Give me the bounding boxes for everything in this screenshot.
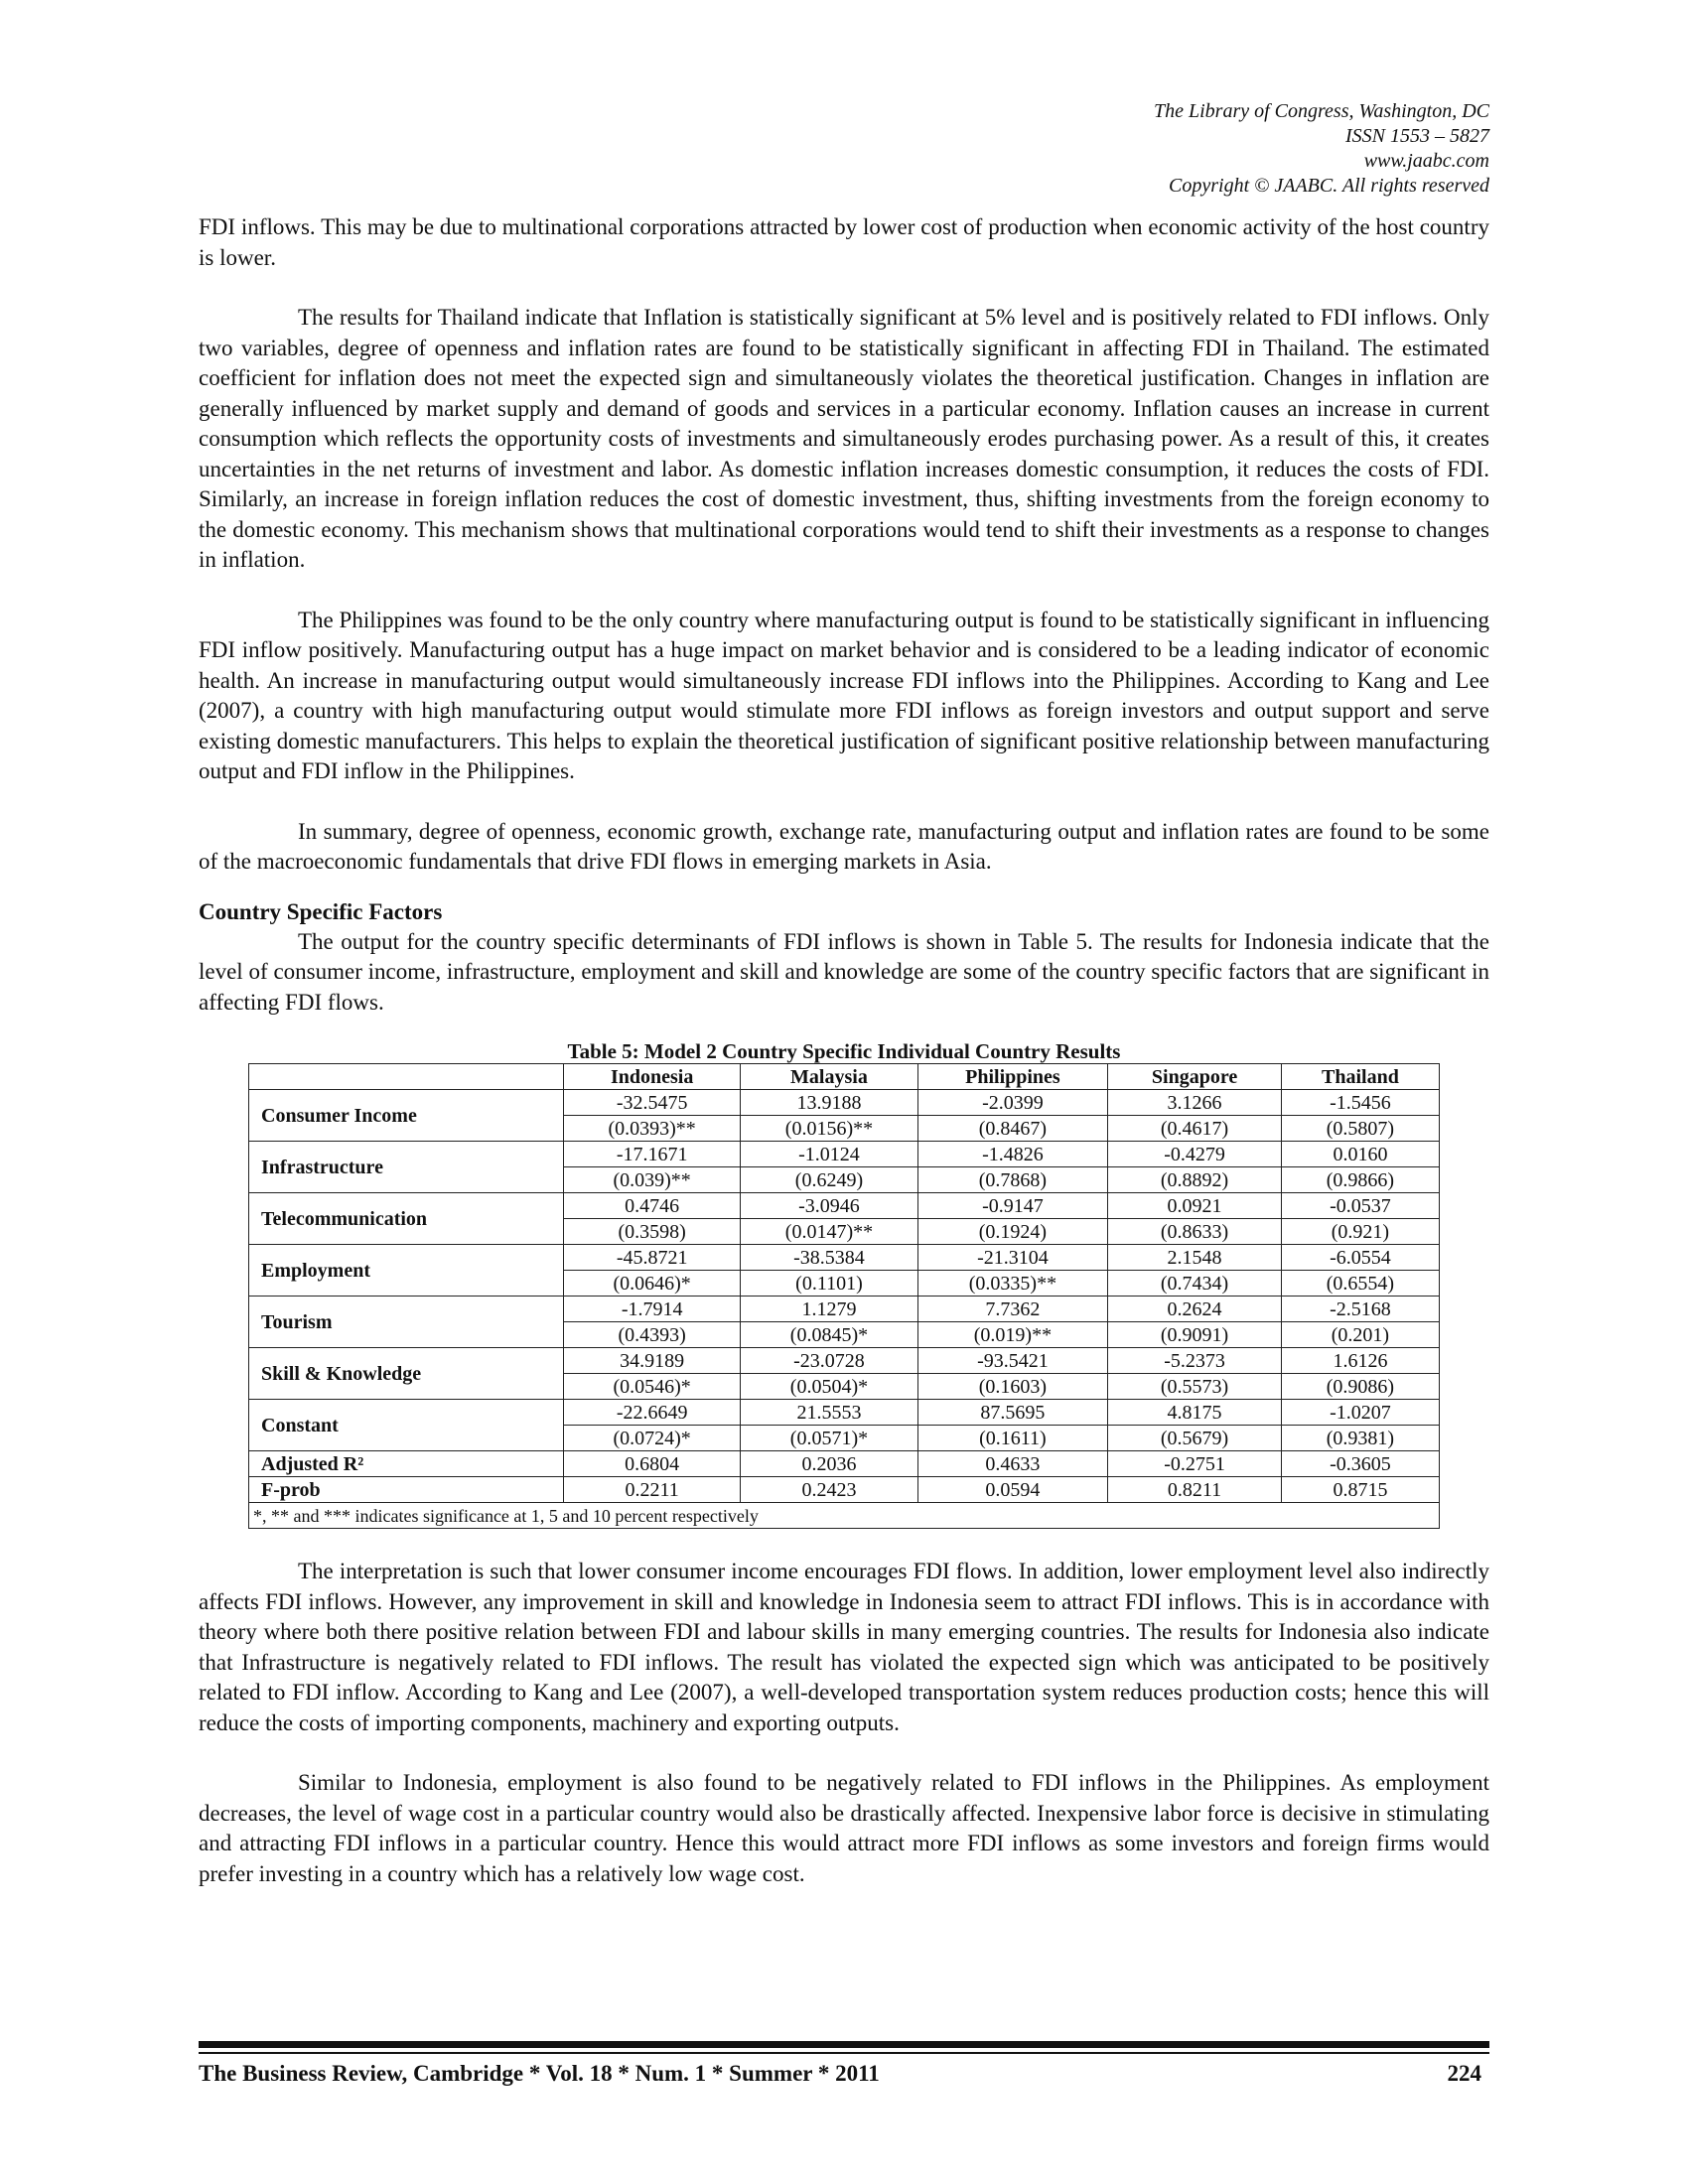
coefficient-cell: -32.5475 — [564, 1090, 741, 1116]
pvalue-cell: (0.0724)* — [564, 1426, 741, 1451]
pvalue-cell: (0.8633) — [1108, 1219, 1282, 1245]
coefficient-cell: -23.0728 — [741, 1348, 917, 1374]
stat-cell: -0.3605 — [1281, 1451, 1439, 1477]
coefficient-cell: 0.0921 — [1108, 1193, 1282, 1219]
paragraph-employment: Similar to Indonesia, employment is also found to be negatively related to FDI inflows in the Philippines. As employment decreases, the level of wage cost in a particular country would also be drastically affected. Inexpensive labor force is decisive in stimulating and attracting FDI inflows in a particular country. Hence this would attract more FDI inflows as some investors and foreign firms would prefer investing in a country which has a relatively low wage cost. — [199, 1770, 1489, 1886]
coefficient-cell: -17.1671 — [564, 1142, 741, 1167]
pvalue-cell: (0.6249) — [741, 1167, 917, 1193]
coefficient-cell: 7.7362 — [917, 1297, 1108, 1322]
page-footer — [199, 2061, 1489, 2087]
header-line-library: The Library of Congress, Washington, DC — [1153, 100, 1489, 122]
pvalue-cell: (0.7434) — [1108, 1271, 1282, 1297]
table-body — [249, 1090, 1440, 1529]
pvalue-cell: (0.1101) — [741, 1271, 917, 1297]
pvalue-cell: (0.9866) — [1281, 1167, 1439, 1193]
table-row-label: Adjusted R² — [249, 1451, 564, 1477]
coefficient-cell: 21.5553 — [741, 1400, 917, 1426]
page-number: 224 — [1447, 2061, 1481, 2086]
table-row-label: Employment — [249, 1245, 564, 1297]
table-row-label: Skill & Knowledge — [249, 1348, 564, 1400]
pvalue-cell: (0.4617) — [1108, 1116, 1282, 1142]
header-line-copyright: Copyright © JAABC. All rights reserved — [1169, 175, 1489, 197]
coefficient-cell: 13.9188 — [741, 1090, 917, 1116]
table-row-label: Consumer Income — [249, 1090, 564, 1142]
table-row-label: Constant — [249, 1400, 564, 1451]
pvalue-cell: (0.5679) — [1108, 1426, 1282, 1451]
coefficient-cell: 1.6126 — [1281, 1348, 1439, 1374]
pvalue-cell: (0.0646)* — [564, 1271, 741, 1297]
table-row — [249, 1090, 1440, 1116]
table-row — [249, 1297, 1440, 1322]
pvalue-cell: (0.3598) — [564, 1219, 741, 1245]
table-row-label: Telecommunication — [249, 1193, 564, 1245]
pvalue-cell: (0.921) — [1281, 1219, 1439, 1245]
coefficient-cell: -1.0124 — [741, 1142, 917, 1167]
pvalue-cell: (0.9091) — [1108, 1322, 1282, 1348]
pvalue-cell: (0.0571)* — [741, 1426, 917, 1451]
coefficient-cell: -45.8721 — [564, 1245, 741, 1271]
footer-journal: The Business Review, Cambridge * Vol. 18 * Num. 1 * Summer * 2011 — [199, 2061, 880, 2086]
coefficient-cell: -2.5168 — [1281, 1297, 1439, 1322]
paragraph-thailand: The results for Thailand indicate that Inflation is statistically significant at 5% level and is positively related to FDI inflows. Only two variables, degree of openness and inflation rates are found to be statistically significant in affecting FDI in Thailand. The estimated coefficient for inflation does not meet the expected sign and simultaneously violates the theoretical justification. Changes in inflation are generally influenced by market supply and demand of goods and services in a particular economy. Inflation causes an increase in current consumption which reflects the opportunity costs of investments and simultaneously erodes purchasing power. As a result of this, it creates uncertainties in the net returns of investment and labor. As domestic inflation increases domestic consumption, it reduces the costs of FDI. Similarly, an increase in foreign inflation reduces the cost of domestic investment, thus, shifting investments from the foreign economy to the domestic economy. This mechanism shows that multinational corporations would tend to shift their investments as a response to changes in inflation. — [199, 305, 1489, 572]
main-content — [199, 212, 1489, 1889]
pvalue-cell: (0.1924) — [917, 1219, 1108, 1245]
page-header — [1154, 99, 1489, 199]
coefficient-cell: -0.9147 — [917, 1193, 1108, 1219]
table-row-label: Tourism — [249, 1297, 564, 1348]
stat-cell: 0.0594 — [917, 1477, 1108, 1503]
table-note-row — [249, 1503, 1440, 1529]
coefficient-cell: 34.9189 — [564, 1348, 741, 1374]
table-row — [249, 1451, 1440, 1477]
table-header-cell: Thailand — [1281, 1064, 1439, 1090]
coefficient-cell: 3.1266 — [1108, 1090, 1282, 1116]
paragraph-summary: In summary, degree of openness, economic growth, exchange rate, manufacturing output and inflation rates are found to be some of the macroeconomic fundamentals that drive FDI flows in emerging markets in Asia. — [199, 818, 1489, 874]
coefficient-cell: -0.0537 — [1281, 1193, 1439, 1219]
pvalue-cell: (0.5573) — [1108, 1374, 1282, 1400]
paragraph-interpretation: The interpretation is such that lower consumer income encourages FDI flows. In addition, lower employment level also indirectly affects FDI inflows. However, any improvement in skill and knowledge in Indonesia seem to attract FDI inflows. This is in accordance with theory where both there positive relation between FDI and labour skills in many emerging countries. The results for Indonesia also indicate that Infrastructure is negatively related to FDI inflows. The result has violated the expected sign which was anticipated to be positively related to FDI inflow. According to Kang and Lee (2007), a well-developed transportation system reduces production costs; hence this will reduce the costs of importing components, machinery and exporting outputs. — [199, 1559, 1489, 1735]
paragraph-philippines: The Philippines was found to be the only country where manufacturing output is found to be statistically significant in influencing FDI inflow positively. Manufacturing output has a huge impact on market behavior and is considered to be a leading indicator of economic health. An increase in manufacturing output would simultaneously increase FDI inflows into the Philippines. According to Kang and Lee (2007), a country with high manufacturing output would stimulate more FDI inflows as foreign investors and output support and serve existing domestic manufacturers. This helps to explain the theoretical justification of significant positive relationship between manufacturing output and FDI inflow in the Philippines. — [199, 607, 1489, 783]
stat-cell: 0.2423 — [741, 1477, 917, 1503]
coefficient-cell: -1.5456 — [1281, 1090, 1439, 1116]
pvalue-cell: (0.8467) — [917, 1116, 1108, 1142]
footer-rule-thin — [199, 2052, 1489, 2054]
paragraph-fdi-continuation: FDI inflows. This may be due to multinational corporations attracted by lower cost of production when economic activity of the host country is lower. — [199, 214, 1489, 270]
footer-rule-thick — [199, 2041, 1489, 2048]
coefficient-cell: -5.2373 — [1108, 1348, 1282, 1374]
stat-cell: 0.8715 — [1281, 1477, 1439, 1503]
table-row-label: Infrastructure — [249, 1142, 564, 1193]
pvalue-cell: (0.0156)** — [741, 1116, 917, 1142]
pvalue-cell: (0.019)** — [917, 1322, 1108, 1348]
pvalue-cell: (0.9381) — [1281, 1426, 1439, 1451]
pvalue-cell: (0.0546)* — [564, 1374, 741, 1400]
table-row — [249, 1193, 1440, 1219]
coefficient-cell: -6.0554 — [1281, 1245, 1439, 1271]
table-header-cell: Malaysia — [741, 1064, 917, 1090]
coefficient-cell: 1.1279 — [741, 1297, 917, 1322]
coefficient-cell: 87.5695 — [917, 1400, 1108, 1426]
pvalue-cell: (0.0845)* — [741, 1322, 917, 1348]
table-row — [249, 1477, 1440, 1503]
pvalue-cell: (0.0393)** — [564, 1116, 741, 1142]
stat-cell: 0.4633 — [917, 1451, 1108, 1477]
pvalue-cell: (0.0504)* — [741, 1374, 917, 1400]
pvalue-cell: (0.8892) — [1108, 1167, 1282, 1193]
table-header-row — [249, 1064, 1440, 1090]
stat-cell: 0.6804 — [564, 1451, 741, 1477]
stat-cell: 0.2036 — [741, 1451, 917, 1477]
results-table — [248, 1063, 1440, 1529]
section-heading-country-specific: Country Specific Factors — [199, 898, 443, 924]
coefficient-cell: -0.4279 — [1108, 1142, 1282, 1167]
pvalue-cell: (0.0335)** — [917, 1271, 1108, 1297]
table-note: *, ** and *** indicates significance at 1, 5 and 10 percent respectively — [249, 1503, 1440, 1529]
table-header-cell: Singapore — [1108, 1064, 1282, 1090]
pvalue-cell: (0.4393) — [564, 1322, 741, 1348]
coefficient-cell: -21.3104 — [917, 1245, 1108, 1271]
coefficient-cell: -22.6649 — [564, 1400, 741, 1426]
coefficient-cell: -3.0946 — [741, 1193, 917, 1219]
pvalue-cell: (0.5807) — [1281, 1116, 1439, 1142]
stat-cell: 0.2211 — [564, 1477, 741, 1503]
pvalue-cell: (0.7868) — [917, 1167, 1108, 1193]
pvalue-cell: (0.201) — [1281, 1322, 1439, 1348]
coefficient-cell: -1.0207 — [1281, 1400, 1439, 1426]
pvalue-cell: (0.1611) — [917, 1426, 1108, 1451]
header-line-url: www.jaabc.com — [1363, 150, 1489, 172]
coefficient-cell: 0.2624 — [1108, 1297, 1282, 1322]
coefficient-cell: -2.0399 — [917, 1090, 1108, 1116]
table-row-label: F-prob — [249, 1477, 564, 1503]
stat-cell: -0.2751 — [1108, 1451, 1282, 1477]
table-row — [249, 1245, 1440, 1271]
coefficient-cell: -1.7914 — [564, 1297, 741, 1322]
coefficient-cell: 2.1548 — [1108, 1245, 1282, 1271]
table-caption: Table 5: Model 2 Country Specific Individual Country Results — [567, 1039, 1121, 1063]
table-row — [249, 1400, 1440, 1426]
coefficient-cell: 0.0160 — [1281, 1142, 1439, 1167]
pvalue-cell: (0.9086) — [1281, 1374, 1439, 1400]
coefficient-cell: -38.5384 — [741, 1245, 917, 1271]
pvalue-cell: (0.0147)** — [741, 1219, 917, 1245]
stat-cell: 0.8211 — [1108, 1477, 1282, 1503]
table-header-cell: Philippines — [917, 1064, 1108, 1090]
table-row — [249, 1348, 1440, 1374]
table-header-blank — [249, 1064, 564, 1090]
pvalue-cell: (0.1603) — [917, 1374, 1108, 1400]
coefficient-cell: -1.4826 — [917, 1142, 1108, 1167]
table-row — [249, 1142, 1440, 1167]
pvalue-cell: (0.039)** — [564, 1167, 741, 1193]
table-header-cell: Indonesia — [564, 1064, 741, 1090]
paragraph-country-specific-intro: The output for the country specific determinants of FDI inflows is shown in Table 5. The results for Indonesia indicate that the level of consumer income, infrastructure, employment and skill and knowledge are some of the country specific factors that are significant in affecting FDI flows. — [199, 928, 1489, 1015]
pvalue-cell: (0.6554) — [1281, 1271, 1439, 1297]
coefficient-cell: 0.4746 — [564, 1193, 741, 1219]
header-line-issn: ISSN 1553 – 5827 — [1345, 125, 1489, 147]
coefficient-cell: -93.5421 — [917, 1348, 1108, 1374]
coefficient-cell: 4.8175 — [1108, 1400, 1282, 1426]
